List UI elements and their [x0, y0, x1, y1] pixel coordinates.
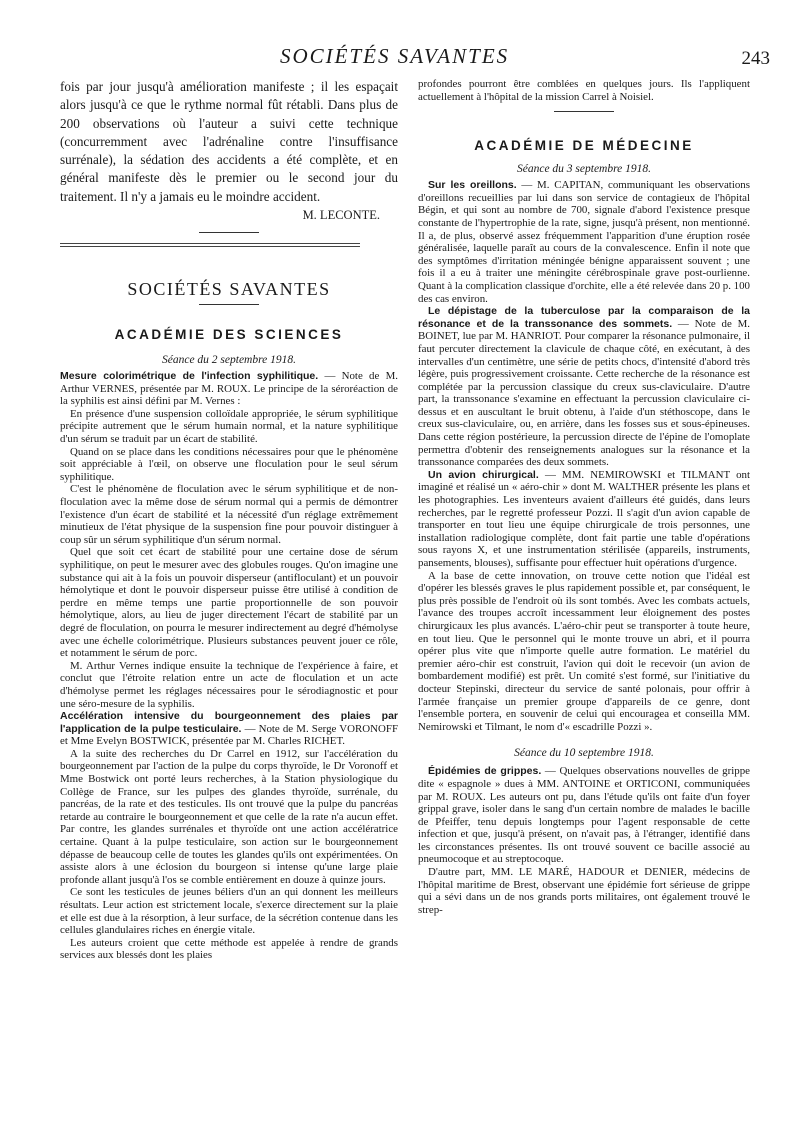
article-title: Épidémies de grippes.	[428, 765, 542, 778]
article-paragraph: Un avion chirurgical. — MM. NEMIROWSKI et TILMANT ont imaginé et réalisé un « aéro-chir » dont M. WALTHER présente les plans et les photographies. Les inventeurs avaient d'ailleurs été guidés, dans leurs recherches, par le regretté professeur Pozzi. Il s'agit d'un avion capable de transporter en tout lieu une équipe chirurgicale de trois personnes, une installation radiologique complète, dont fait partie une table d'opérations sous rayons X, et une instrumentation stérilisée (appareils, instruments, pansements, blouses), suffisante pour effectuer huit opérations d'urgence.	[418, 468, 751, 569]
article-paragraph: Quel que soit cet écart de stabilité pour une certaine dose de sérum syphilitique, on peut le mesurer avec des globules rouges. Qu'on imagine une substance qui ait à la fois un pouvoir disperseur (antifloculant) et un pouvoir hémolytique et dont le pouvoir disperseur puisse être utilisé à condition de perdre en même temps une partie proportionnelle de son pouvoir hémolytique, alors, au lieu de juger directement l'écart de stabilité par un degré de floculation, on pourra le mesurer indirectement au degré d'hémolyse avec une échelle colorimétrique. Plusieurs substances peuvent jouer ce rôle, et notamment le sérum de porc.	[60, 546, 398, 660]
article-paragraph: A la suite des recherches du Dr Carrel en 1912, sur l'accélération du bourgeonnement par l'action de la pulpe du corps thyroïde, le Dr Voronoff et Mme Bostwick ont porté leurs recherches, à la Station physiologique du Collège de France, sur les pulpes des glandes thyroïde, surrénale, du pancréas, de la rate et des testicules. Ils ont trouvé que la pulpe du pancréas retarde au contraire le bourgeonnement et que celle de la rate n'a aucun effet. Par contre, les glandes surrénales et thyroïde ont une action accélératrice certaine. Quant à la pulpe testiculaire, son action sur le bourgeonnement dépasse de beaucoup celle de toutes les glandes qu'ils ont expérimentées. On assiste alors à une éclosion du bourgeon si intense qu'une large plaie profonde allant jusqu'à l'os se comble entièrement en douze à quinze jours.	[60, 747, 398, 886]
left-column	[60, 78, 398, 962]
article-paragraph: En présence d'une suspension colloïdale appropriée, le sérum syphilitique précipite autrement que le sérum humain normal, et la nature syphilitique d'un sérum se traduit par un écart de stabilité.	[60, 407, 398, 446]
intro-signature: M. LECONTE.	[302, 208, 380, 223]
article-title: Un avion chirurgical.	[428, 468, 539, 481]
article-paragraph: Ce sont les testicules de jeunes béliers d'un an qui donnent les meilleurs résultats. Leur action est strictement locale, s'exerce directement sur la plaie et elle est due à la résorption, à leur surface, de la sécrétion contenue dans les cellules glandulaires riches en énergie vitale.	[60, 886, 398, 937]
article-paragraph: Accélération intensive du bourgeonnement des plaies par l'application de la pulpe testiculaire. — Note de M. Serge VORONOFF et Mme Evelyn BOSTWICK, présentée par M. Charles RICHET.	[60, 710, 399, 748]
academy-title: ACADÉMIE DE MÉDECINE	[474, 138, 694, 154]
article-paragraph: Le dépistage de la tuberculose par la comparaison de la résonance et de la transsonance des sommets. — Note de M. BOINET, lue par M. HANRIOT. Pour comparer la résonance pulmonaire, il faut percuter directement la clavicule de chaque côté, en exécutant, à des intervalles d'un centimètre, une série de petits chocs, d'intensité d'abord très légère, puis progressivement croissante. Cette recherche de la résonance est complétée par la percussion classique du creux sus-claviculaire. D'autre part, la transsonance s'examine en effectuant la percussion claviculaire ci-dessus et en auscultant le bruit obtenu, à l'aide d'un stéthoscope, dans le creux sus-claviculaire, ou, en arrière, dans les fosses sus et sous-épineuses. Dans cette région postérieure, la percussion directe de l'épine de l'omoplate permettra d'obtenir des renseignements analogues sur la résonance et la transsonance comparées des deux sommets.	[418, 305, 750, 469]
article-paragraph: D'autre part, MM. LE MARÉ, HADOUR et DENIER, médecins de l'hôpital maritime de Brest, observant une épidémie fort sérieuse de grippe qui a sévi dans un de nos grands ports militaires, ont également trouvé le strep-	[418, 866, 750, 916]
section-title: SOCIÉTÉS SAVANTES	[127, 279, 331, 300]
article-paragraph: M. Arthur Vernes indique ensuite la technique de l'expérience à faire, et conclut que l'étroite relation entre un acte de floculation et un acte d'hémolyse permet les réglages nécessaires pour le sérodiagnostic et pour une séro-mesure de la syphilis.	[60, 659, 398, 710]
section-divider	[60, 243, 360, 247]
article-paragraph: A la base de cette innovation, on trouve cette notion que l'idéal est d'opérer les blessés graves le plus rapidement possible et, par conséquent, le plus près possible de l'endroit où ils sont tombés. Avec les combats actuels, l'avance des troupes accroît incessamment leur éloignement des postes chirurgicaux les plus avancés. L'aéro-chir peut se transporter à toute heure, en tout lieu. Que le personnel qui le monte trouve un abri, et il pourra opérer plus vite que n'importe quelle autre formation. Le matériel du premier aéro-chir est construit, l'avion qui doit le recevoir (un avion de bombardement modifié) est prêt. Un comité s'est formé, sur l'initiative du docteur Stepinski, directeur du service de santé polonais, pour offrir à l'armée française un premier groupe d'appareils de ce genre, dont l'ensemble portera, en souvenir de celui qui encouragea et conseilla MM. Nemirowski et Tilmant, le nom d'« escadrille Pozzi ».	[418, 569, 750, 733]
article-paragraph: profondes pourront être comblées en quelques jours. Ils l'appliquent actuellement à l'hôpital de la mission Carrel à Noisiel.	[418, 78, 750, 103]
article-paragraph: Épidémies de grippes. — Quelques observations nouvelles de grippe dite « espagnole » dues à MM. ANTOINE et ORTICONI, communiquées par M. ROUX. Les auteurs ont pu, dans l'étude qu'ils ont faite d'un foyer grippal grave, isoler dans le sang d'un certain nombre de malades le bacille de Pfeiffer, tenu depuis longtemps pour l'agent responsable de cette infection et que, jusqu'à présent, on n'avait pas, à l'étranger, identifié dans les circonstances présentes. Ils ont trouvé souvent ce bacille associé au pneumocoque et au streptocoque.	[418, 765, 751, 866]
seance-date: Séance du 3 septembre 1918.	[516, 163, 652, 176]
article-title: Sur les oreillons.	[428, 179, 517, 192]
article-paragraph: Sur les oreillons. — M. CAPITAN, communiquant les observations d'oreillons recueillies par lui dans son service de contagieux de l'hôpital Bégin, et qui sont au nombre de 700, signale d'abord l'existence presque constante de l'hypertrophie de la rate, signe, jusqu'à présent, non mentionné. Il a, de plus, observé assez fréquemment l'apparition d'une éruption rosée généralisée, laquelle paraît au cours de la convalescence. Enfin il note que des symptômes d'irritation méningée bénigne apparaissent souvent ; une fois il a eu à traiter une méningite cérébrospinale grave post-ourlienne. Quant à la complication classique d'orchite, elle a été relevée dans 20 p. 100 des cas environ.	[418, 179, 750, 305]
article-title: Accélération intensive du bourgeonnement des plaies par l'application de la pulpe testiculaire.	[60, 710, 398, 735]
divider	[199, 304, 259, 305]
intro-paragraph: fois par jour jusqu'à amélioration manifeste ; il les espaçait alors jusqu'à ce que le rythme normal fût rétabli. Dans plus de 200 observations où l'auteur a suivi cette technique (concurremment avec l'adrénaline contre l'insuffisance surrénale), la sédation des accidents a été complète, et en général manifeste dès le premier ou le second jour du traitement. Il n'y a jamais eu le moindre accident.	[60, 79, 398, 204]
divider	[199, 232, 259, 233]
seance-date: Séance du 10 septembre 1918.	[514, 747, 654, 760]
article-paragraph: Les auteurs croient que cette méthode est appelée à rendre de grands services aux blessés dont les plaies	[60, 936, 398, 962]
article-title: Le dépistage de la tuberculose par la comparaison de la résonance et de la transsonance des sommets.	[418, 305, 750, 330]
running-title: SOCIÉTÉS SAVANTES	[280, 44, 510, 68]
article-paragraph: Mesure colorimétrique de l'infection syphilitique. — Note de M. Arthur VERNES, présentée par M. ROUX. Le principe de la séroréaction de la syphilis est ainsi défini par M. Vernes :	[60, 370, 398, 408]
page-number: 243	[741, 48, 770, 69]
divider	[554, 111, 614, 112]
seance-date: Séance du 2 septembre 1918.	[161, 354, 297, 367]
academy-title: ACADÉMIE DES SCIENCES	[114, 327, 344, 343]
page-header	[0, 44, 800, 74]
article-paragraph: Quand on se place dans les conditions nécessaires pour que le phénomène soit appréciable à l'œil, on observe une floculation pour le seul sérum syphilitique.	[60, 445, 398, 483]
article-paragraph: C'est le phénomène de floculation avec le sérum syphilitique et de non-floculation avec la même dose de sérum normal qui a permis de démontrer l'existence d'un écart de stabilité et la nécessité d'un réglage extrêmement minutieux de l'état physique de la suspension fine pour pouvoir distinguer à coup sûr un sérum syphilitique d'un sérum normal.	[60, 483, 398, 546]
article-title: Mesure colorimétrique de l'infection syphilitique.	[60, 370, 319, 383]
right-column	[418, 78, 750, 916]
